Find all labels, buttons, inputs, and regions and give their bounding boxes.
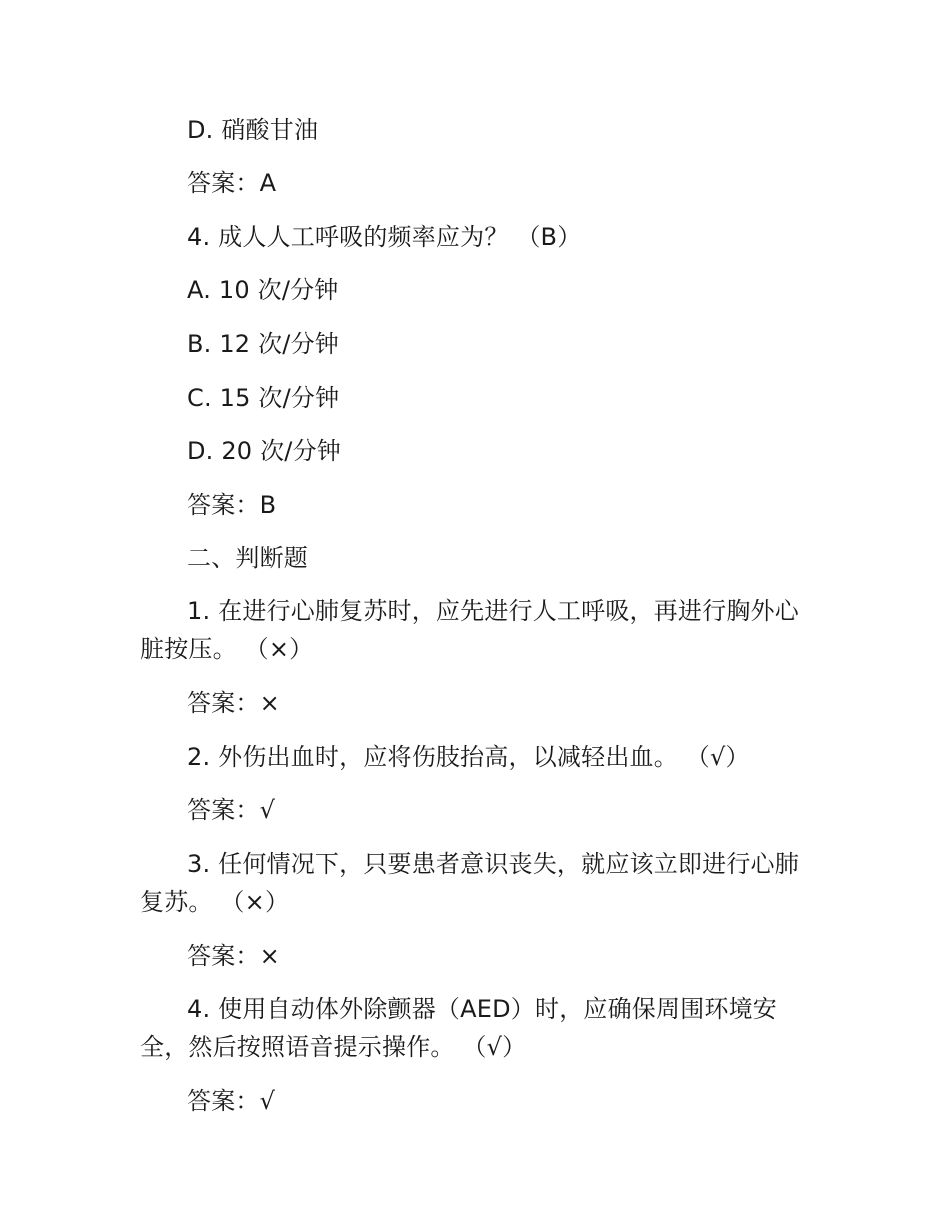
tf1-answer: 答案：× [187, 689, 280, 717]
q4-option-c: C. 15 次/分钟 [187, 384, 340, 412]
tf3-statement: 3. 任何情况下，只要患者意识丧失，就应该立即进行心肺复苏。 （×） [140, 850, 799, 916]
q4-option-b: B. 12 次/分钟 [187, 330, 339, 358]
tf1-statement: 1. 在进行心肺复苏时，应先进行人工呼吸，再进行胸外心脏按压。 （×） [140, 597, 799, 663]
tf4-answer: 答案：√ [187, 1087, 276, 1115]
tf2-statement: 2. 外伤出血时，应将伤肢抬高，以减轻出血。 （√） [187, 743, 750, 771]
tf3-answer: 答案：× [187, 942, 280, 970]
q4-answer: 答案：B [187, 491, 277, 519]
q4-option-d: D. 20 次/分钟 [187, 437, 341, 465]
q3-answer: 答案：A [187, 169, 277, 197]
q3-option-d: D. 硝酸甘油 [187, 116, 319, 144]
tf2-answer: 答案：√ [187, 796, 276, 824]
q4-question: 4. 成人人工呼吸的频率应为？ （B） [187, 223, 582, 251]
q4-option-a: A. 10 次/分钟 [187, 276, 339, 304]
tf4-statement: 4. 使用自动体外除颤器（AED）时，应确保周围环境安全，然后按照语音提示操作。 （√） [140, 995, 777, 1061]
section-title: 二、判断题 [187, 544, 308, 572]
